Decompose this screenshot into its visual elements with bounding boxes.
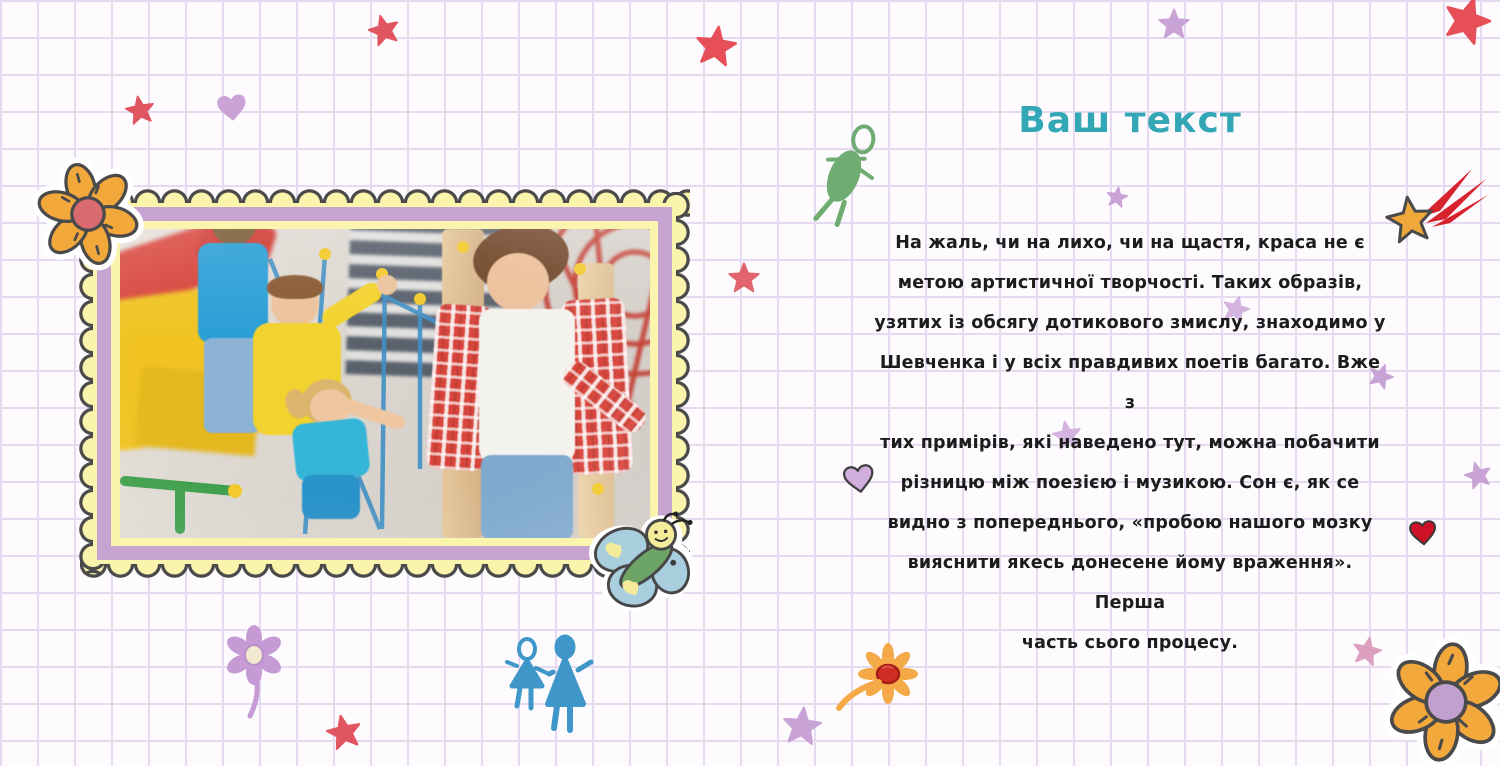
page-title: Ваш текст: [1018, 100, 1242, 141]
red-star-doodle: [123, 93, 158, 128]
purple-heart-doodle: [213, 90, 250, 125]
purple-star-doodle: [1158, 8, 1190, 40]
red-star-doodle: [364, 10, 403, 49]
body-text-line: різницю між поезією і музикою. Сон є, як се: [900, 473, 1360, 493]
green-figure-doodle: [801, 118, 887, 235]
purple-star-doodle: [1461, 458, 1495, 492]
purple-star-doodle: [780, 704, 824, 748]
red-heart-outlined: [1407, 517, 1440, 550]
butterfly-sticker: [586, 509, 710, 617]
purple-star-doodle: [1104, 184, 1129, 209]
body-text-block[interactable]: [872, 223, 1388, 663]
body-text-line: часть сього процесу.: [1021, 633, 1239, 653]
photo-light-overlay: [120, 229, 650, 538]
blue-kids-doodle: [503, 634, 609, 736]
body-text-line: Шевченка і у всіх правдивих поетів багато. Вже з: [879, 353, 1381, 413]
body-text-line: вияснити якесь донесене йому враження». Перша: [907, 553, 1353, 613]
body-text-line: тих примірів, які наведено тут, можна побачити: [880, 433, 1380, 453]
photo-children-playground[interactable]: [120, 229, 650, 538]
red-star-doodle: [692, 22, 739, 69]
body-text-line: метою артистичної творчості. Таких образів,: [897, 273, 1363, 293]
red-star-doodle: [728, 262, 760, 294]
red-star-doodle: [323, 711, 366, 754]
body-text-line: На жаль, чи на лихо, чи на щастя, краса не є: [895, 233, 1365, 253]
red-star-doodle: [1437, 0, 1497, 50]
body-text-line: видно з попереднього, «пробою нашого мозку: [887, 513, 1373, 533]
flower-sticker-bottom-right: [1376, 632, 1500, 766]
shooting-star-doodle: [1382, 165, 1490, 250]
purple-flower-doodle: [222, 628, 286, 718]
body-text-line: узятих із обсягу дотикового змислу, знаходимо у: [874, 313, 1386, 333]
